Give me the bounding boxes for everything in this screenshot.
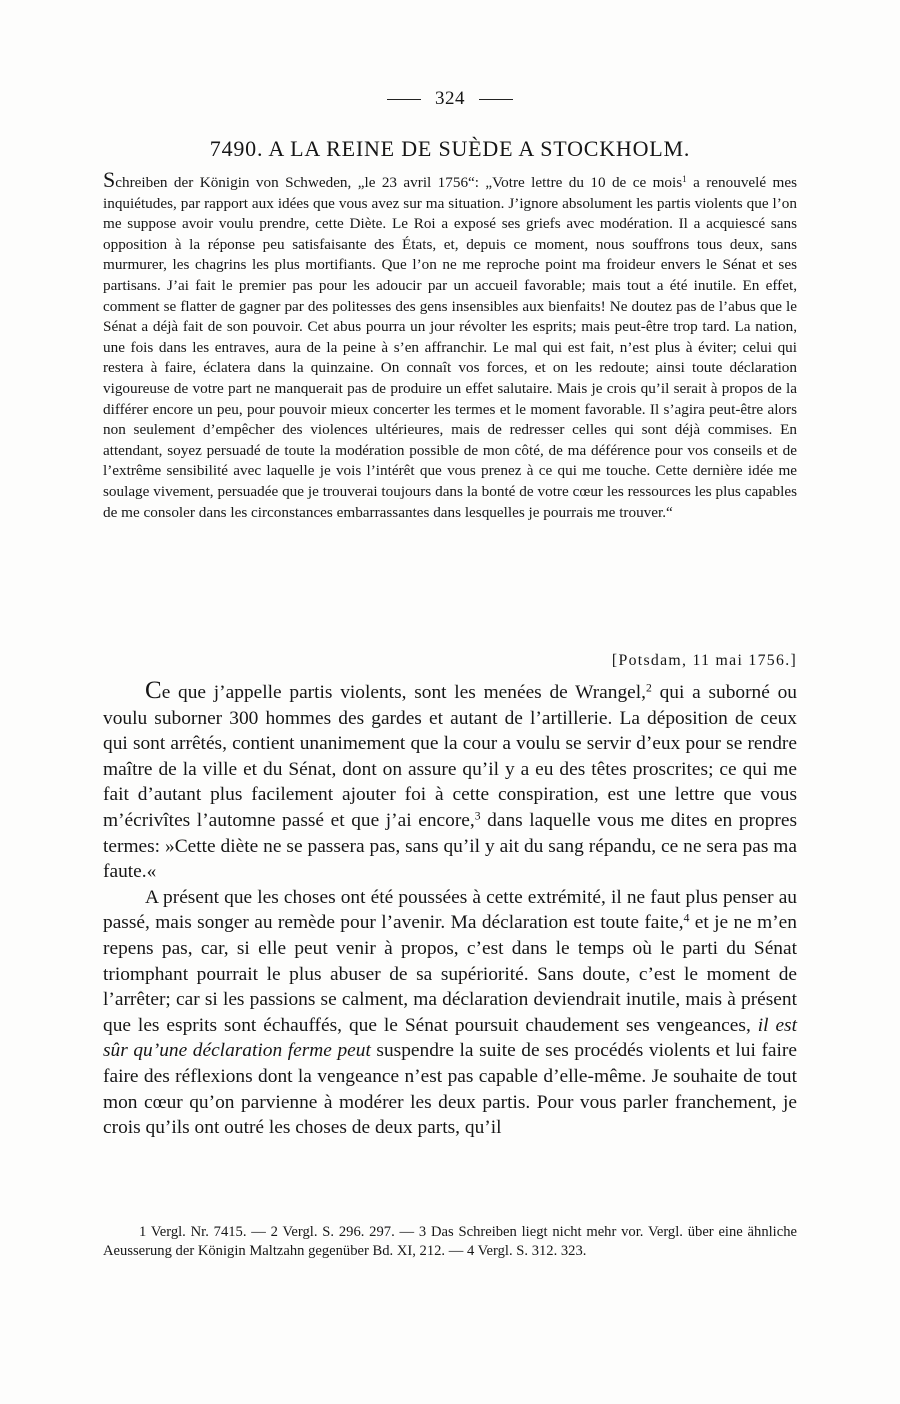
p2-italic-text: il est sûr qu’une déclaration ferme peut	[103, 1014, 797, 1062]
letter-text-b: a renouvelé mes inquiétudes, par rapport aux idées que vous avez sur ma situation. J’ignore absolument les partis violents que l’on me suppose avoir voulu prendre, cette Diète. Le Roi a exposé ses griefs avec modération. Il a acquiescé sans opposition à la réponse peu satisfaisante des États, et, depuis ce moment, nous souffrons tous deux, sans murmurer, les chagrins les plus mortifiants. Que l’on ne me reproche point ma froideur envers le Sénat et ses partisans. J’ai fait le premier pas pour les adoucir par un accueil favorable; mais tout a été inutile. En effet, comment se flatter de gagner par des politesses des gens insensibles aux bienfaits! Ne doutez pas de l’abus que le Sénat a déjà fait de son pouvoir. Cet abus pourra un jour révolter les esprits; mais peut-être trop tard. La nation, une fois dans les entraves, aura de la peine à s’en affranchir. Le mal qui est fait, n’est plus à éviter; celui qui restera à faire, éclatera dans la quinzaine. On connaît vos forces, et on les redoute; ainsi toute déclaration vigoureuse de votre part ne manquerait pas de produire un effet salutaire. Mais je crois qu’il serait à propos de la différer encore un peu, pour pouvoir mieux concerter les termes et le moment favorable. Il s’agira peut-être alors non seulement d’empêcher des violences ultérieures, mais de redresser celles qui sont déjà commises. En attendant, soyez persuadé de toute la modération possible de mon côté, de ma déférence pour vos conseils et de l’extrême sensibilité avec laquelle je vois l’intérêt que vous prenez à ce qui me touche. Cette dernière idée me soulage vivement, persuadée que je trouverai toujours dans la bonté de votre cœur les ressources les plus capables de me consoler dans les circonstances embarrassantes dans lesquelles je pourrais me trouver.“	[103, 174, 797, 521]
p1-text-b: qui a suborné ou voulu suborner 300 hommes des gardes et autant de l’artillerie. La déposition de ceux qui sont arrêtés, contient unanimement que la cour a voulu se servir d’eux pour se rendre maître de la ville et du Sénat, dont on assure qu’il y a eu des têtes proscrites; ce qui me fait d’autant plus facilement ajouter foi à cette conspiration, est une lettre que vous m’écrivîtes l’automne passé et que j’ai encore,	[103, 682, 798, 831]
p2-text-b: et je ne m’en repens pas, car, si elle peut venir à propos, c’est dans le temps où le parti du Sénat triomphant pourrait le plus abuser de sa supériorité. Sans doute, c’est le moment de l’arrêter; car si les passions se calment, ma déclaration deviendrait inutile, mais à présent que les esprits sont échauffés, que le Sénat poursuit chaudement ses vengeances,	[103, 912, 797, 1036]
header-rule-right	[479, 99, 513, 100]
header-rule-left	[387, 99, 421, 100]
paragraph-2	[103, 885, 797, 1141]
footnote-ref-3: 3	[474, 809, 481, 823]
dateline: [Potsdam, 11 mai 1756.]	[611, 652, 797, 669]
page-number: 324	[435, 88, 465, 109]
footnote-ref-4: 4	[683, 911, 690, 925]
p2-text-a: A présent que les choses ont été poussées à cette extrémité, il ne faut plus penser au passé, mais songer au remède pour l’avenir. Ma déclaration est toute faite,	[103, 886, 797, 934]
footnotes	[103, 1223, 797, 1261]
quoted-letter	[103, 167, 797, 523]
p1-text-c: dans laquelle vous me dites en propres termes: »Cette diète ne se passera pas, sans qu’il y ait du sang répandu, ce ne sera pas ma faute.«	[103, 809, 798, 883]
p1-text-a: e que j’appelle partis violents, sont les menées de Wrangel,	[161, 682, 647, 703]
letter-title: 7490. A LA REINE DE SUÈDE A STOCKHOLM.	[209, 136, 691, 161]
letter-text-a: chreiben der Königin von Schweden, „le 23 avril 1756“: „Votre lettre du 10 de ce mois	[115, 174, 683, 191]
page-header	[0, 88, 900, 110]
footnote-ref-2: 2	[646, 681, 652, 695]
letter-initial: S	[103, 167, 116, 192]
footnote-text: 1 Vergl. Nr. 7415. — 2 Vergl. S. 296. 297. — 3 Das Schreiben liegt nicht mehr vor. Vergl. über eine ähnliche Aeusserung der Königin Maltzahn gegenüber Bd. XI, 212. — 4 Vergl. S. 312. 323.	[103, 1224, 797, 1259]
footnote-ref-1: 1	[682, 173, 687, 184]
p2-text-c: suspendre la suite de ses procédés violents et lui faire faire des réflexions dont la vengeance n’est pas capable d’elle-même. Je souhaite de tout mon cœur qu’on parvienne à modérer les deux partis. Pour vous parler franchement, je crois qu’ils ont outré les choses de deux parts, qu’il	[103, 1040, 797, 1139]
paragraph-1	[103, 678, 797, 885]
paragraph-initial: C	[145, 677, 162, 704]
main-text	[103, 678, 797, 1141]
